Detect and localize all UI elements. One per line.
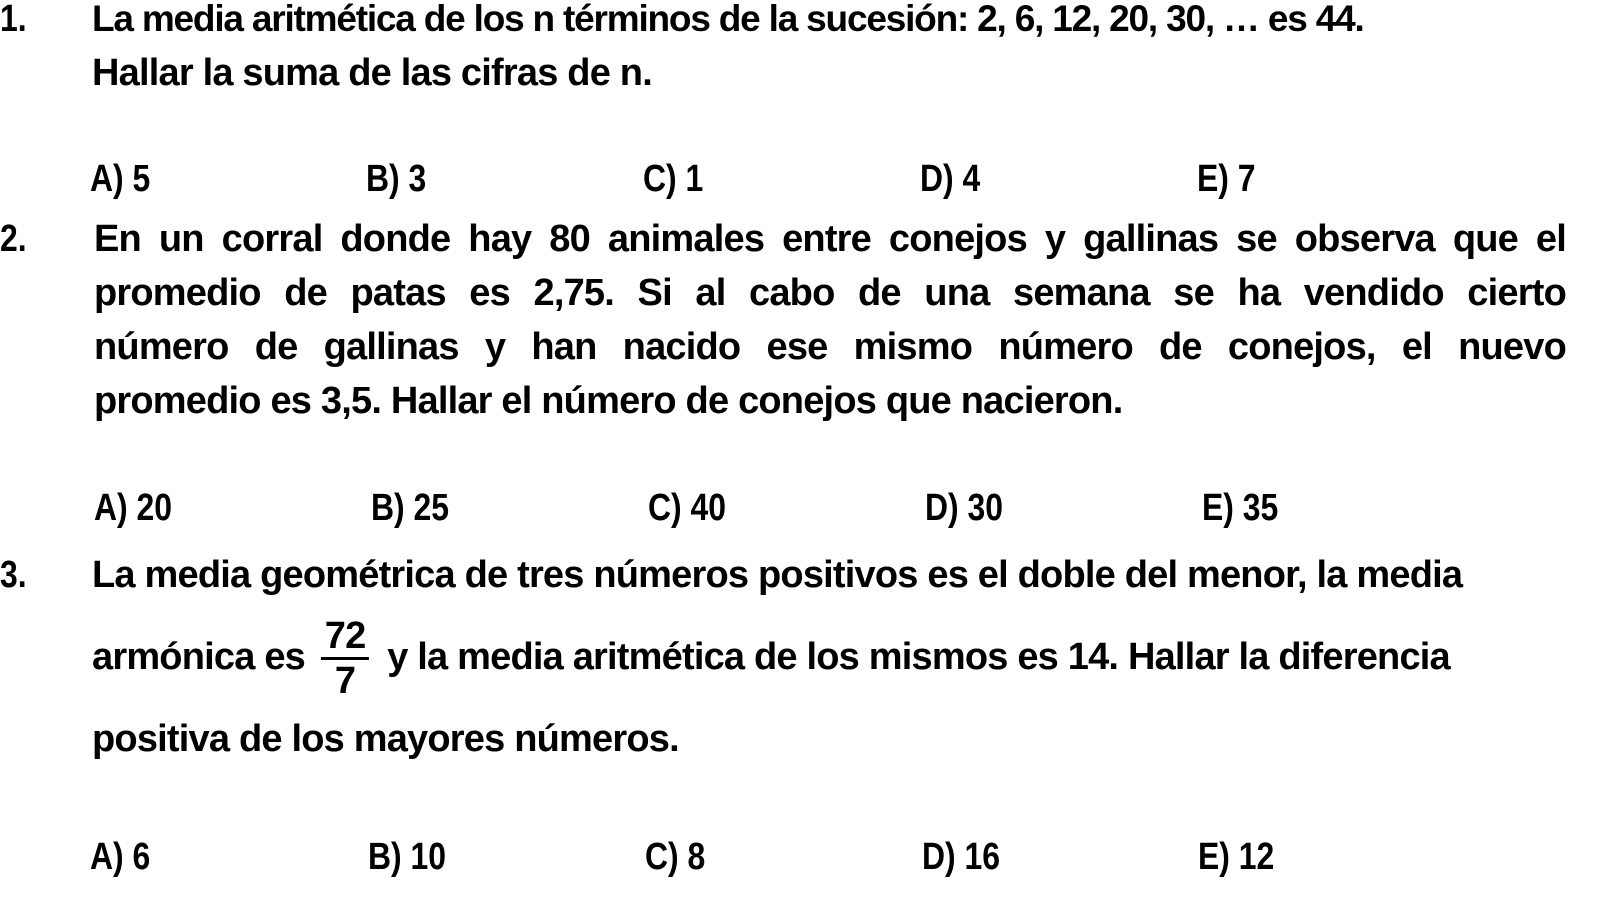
option-c[interactable]: C) 8 xyxy=(645,836,706,878)
option-a[interactable]: A) 6 xyxy=(90,836,151,878)
question-text xyxy=(92,0,1552,100)
question-line: número de gallinas y han nacido ese mismo número de conejos, el nuevo xyxy=(94,326,1566,368)
question-line: La media aritmética de los n términos de la sucesión: 2, 6, 12, 20, 30, … es 44. xyxy=(92,0,1364,39)
option-d[interactable]: D) 30 xyxy=(925,487,1004,529)
option-e[interactable]: E) 7 xyxy=(1197,158,1256,200)
option-b[interactable]: B) 3 xyxy=(366,158,427,200)
fraction xyxy=(321,615,370,702)
question-line: La media geométrica de tres números positivos es el doble del menor, la media xyxy=(92,554,1463,596)
option-e[interactable]: E) 35 xyxy=(1202,487,1279,529)
option-e[interactable]: E) 12 xyxy=(1198,836,1275,878)
option-c[interactable]: C) 1 xyxy=(643,158,704,200)
question-line: positiva de los mayores números. xyxy=(92,718,679,760)
option-c[interactable]: C) 40 xyxy=(648,487,727,529)
option-a[interactable]: A) 20 xyxy=(94,487,173,529)
option-b[interactable]: B) 10 xyxy=(368,836,447,878)
option-a[interactable]: A) 5 xyxy=(90,158,151,200)
fraction-numerator: 72 xyxy=(321,615,370,660)
question-text xyxy=(94,212,1566,428)
question-line: En un corral donde hay 80 animales entre conejos y gallinas se observa que el xyxy=(94,218,1566,260)
question-text-segment: armónica es xyxy=(92,636,305,678)
question-number: 3. xyxy=(0,554,27,596)
question-number: 2. xyxy=(0,218,27,260)
option-d[interactable]: D) 4 xyxy=(920,158,981,200)
question-line: promedio es 3,5. Hallar el número de conejos que nacieron. xyxy=(94,380,1123,422)
question-line: Hallar la suma de las cifras de n. xyxy=(92,52,652,94)
option-b[interactable]: B) 25 xyxy=(371,487,450,529)
question-line-with-fraction xyxy=(92,602,1566,712)
question-line: promedio de patas es 2,75. Si al cabo de una semana se ha vendido cierto xyxy=(94,272,1566,314)
question-text xyxy=(92,548,1566,766)
fraction-denominator: 7 xyxy=(334,660,356,703)
question-text-segment: y la media aritmética de los mismos es 14. Hallar la diferencia xyxy=(387,636,1450,678)
option-d[interactable]: D) 16 xyxy=(922,836,1001,878)
question-number: 1. xyxy=(0,0,27,40)
